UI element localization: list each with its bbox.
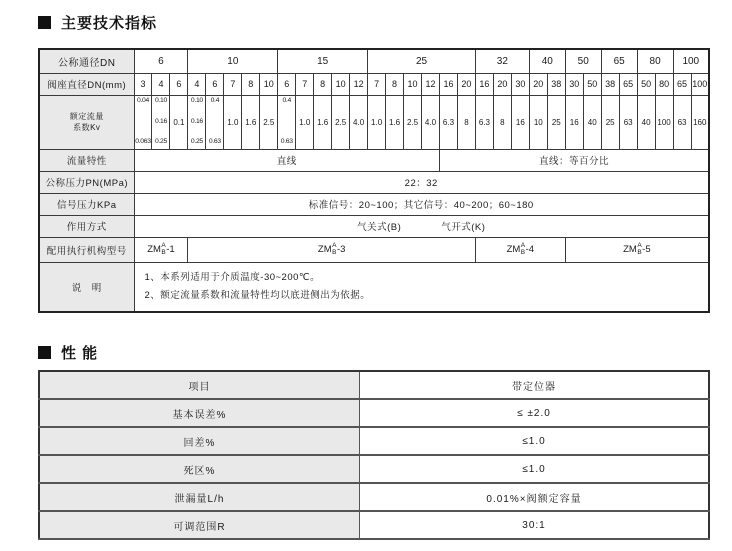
table-row: [39, 171, 709, 193]
table-row: [39, 455, 709, 483]
spec-table-container: [38, 48, 710, 313]
perf-item-cell: 回差%: [39, 427, 360, 455]
dn-group-header: 32: [475, 49, 529, 73]
row-label: 公称通径DN: [39, 49, 134, 73]
kv-cell: 16: [565, 95, 583, 149]
note-line: 1、本系列适用于介质温度-30~200℃。: [144, 271, 321, 283]
kv-cell: 25: [547, 95, 565, 149]
kv-cell: 2.5: [404, 95, 422, 149]
perf-value-cell: 30:1: [360, 511, 710, 539]
spec-table: [38, 48, 710, 313]
seat-diameter-cell: 6: [170, 73, 188, 95]
table-row: [39, 371, 709, 399]
seat-diameter-cell: 38: [547, 73, 565, 95]
kv-cell: 0.4 0.63: [278, 95, 296, 149]
kv-cell: 1.6: [386, 95, 404, 149]
table-row: [39, 399, 709, 427]
table-row: [39, 149, 709, 171]
seat-diameter-cell: 8: [386, 73, 404, 95]
kv-cell: 2.5: [332, 95, 350, 149]
seat-diameter-cell: 50: [583, 73, 601, 95]
actuator-model: ZM A B -5: [623, 242, 651, 256]
section-title-text: 主要技术指标: [61, 15, 158, 32]
table-row: [39, 262, 709, 312]
kv-cell: 16: [511, 95, 529, 149]
notes-cell: [134, 262, 709, 312]
kv-cell: 160: [691, 95, 709, 149]
seat-diameter-cell: 3: [134, 73, 152, 95]
seat-diameter-cell: 4: [152, 73, 170, 95]
seat-diameter-cell: 12: [422, 73, 440, 95]
kv-cell: 0.10 0.16 0.25: [188, 95, 206, 149]
perf-item-cell: 基本误差%: [39, 399, 360, 427]
row-label: 公称压力PN(MPa): [39, 171, 134, 193]
seat-diameter-cell: 65: [619, 73, 637, 95]
kv-cell: 6.3: [475, 95, 493, 149]
section-title-performance: [38, 342, 98, 363]
table-row: [39, 427, 709, 455]
kv-cell: 4.0: [350, 95, 368, 149]
seat-diameter-cell: 20: [457, 73, 475, 95]
seat-diameter-cell: 16: [475, 73, 493, 95]
seat-diameter-cell: 38: [601, 73, 619, 95]
dn-group-header: 40: [529, 49, 565, 73]
action-mode-cell: 气关式(B) 气开式(K): [134, 215, 709, 237]
dn-group-header: 100: [673, 49, 709, 73]
kv-cell: 0.10 0.16 0.25: [152, 95, 170, 149]
actuator-cell: [188, 237, 476, 262]
note-line: 2、额定流量系数和流量特性均以底进侧出为依据。: [144, 289, 371, 301]
perf-value-cell: 0.01%×阀额定容量: [360, 483, 710, 511]
kv-cell: 40: [583, 95, 601, 149]
section-marker-icon: [38, 16, 51, 29]
section-marker-icon: [38, 346, 51, 359]
seat-diameter-cell: 65: [673, 73, 691, 95]
seat-diameter-cell: 10: [260, 73, 278, 95]
row-label: 流量特性: [39, 149, 134, 171]
table-row: [39, 237, 709, 262]
actuator-cell: [565, 237, 709, 262]
row-label: 作用方式: [39, 215, 134, 237]
perf-item-cell: 死区%: [39, 455, 360, 483]
kv-cell: 1.0: [296, 95, 314, 149]
kv-cell: 0.1: [170, 95, 188, 149]
kv-cell: 8: [493, 95, 511, 149]
dn-group-header: 15: [278, 49, 368, 73]
flow-characteristic-left: 直线: [134, 149, 439, 171]
kv-cell: 0.04 0.063: [134, 95, 152, 149]
kv-cell: 1.6: [314, 95, 332, 149]
seat-diameter-cell: 10: [332, 73, 350, 95]
dn-group-header: 6: [134, 49, 188, 73]
table-row: [39, 483, 709, 511]
actuator-model: ZM A B -3: [317, 242, 346, 256]
kv-cell: 4.0: [422, 95, 440, 149]
kv-cell: 1.0: [224, 95, 242, 149]
actuator-model: ZM A B -1: [147, 242, 175, 256]
seat-diameter-cell: 8: [314, 73, 332, 95]
actuator-cell: [134, 237, 188, 262]
kv-cell: 25: [601, 95, 619, 149]
seat-diameter-cell: 10: [404, 73, 422, 95]
row-label: 阀座直径DN(mm): [39, 73, 134, 95]
seat-diameter-cell: 6: [278, 73, 296, 95]
section-title-specs: [38, 12, 157, 33]
seat-diameter-cell: 16: [439, 73, 457, 95]
performance-table-container: [38, 370, 710, 540]
kv-cell: 2.5: [260, 95, 278, 149]
kv-cell: 1.0: [368, 95, 386, 149]
seat-diameter-cell: 6: [206, 73, 224, 95]
flow-characteristic-right: 直线：等百分比: [439, 149, 709, 171]
kv-cell: 6.3: [439, 95, 457, 149]
dn-group-header: 25: [368, 49, 476, 73]
perf-value-header: 带定位器: [360, 371, 710, 399]
row-label: 说 明: [39, 262, 134, 312]
perf-value-cell: ≤ ±2.0: [360, 399, 710, 427]
kv-cell: 40: [637, 95, 655, 149]
kv-cell: 8: [457, 95, 475, 149]
actuator-cell: [475, 237, 565, 262]
nominal-pressure-cell: 22：32: [134, 171, 709, 193]
kv-cell: 100: [655, 95, 673, 149]
kv-cell: 10: [529, 95, 547, 149]
row-label: 配用执行机构型号: [39, 237, 134, 262]
perf-value-cell: ≤1.0: [360, 455, 710, 483]
seat-diameter-cell: 20: [529, 73, 547, 95]
kv-cell: 0.4 0.63: [206, 95, 224, 149]
kv-cell: 63: [673, 95, 691, 149]
signal-pressure-cell: 标准信号：20~100；其它信号：40~200；60~180: [134, 193, 709, 215]
seat-diameter-cell: 30: [565, 73, 583, 95]
section-title-text: 性 能: [61, 345, 99, 362]
row-label: 额定流量 系数Kv: [39, 95, 134, 149]
row-label: 信号压力KPa: [39, 193, 134, 215]
table-row: [39, 49, 709, 73]
seat-diameter-cell: 20: [493, 73, 511, 95]
seat-diameter-cell: 4: [188, 73, 206, 95]
kv-cell: 1.6: [242, 95, 260, 149]
actuator-model: ZM A B -4: [506, 242, 535, 256]
table-row: [39, 73, 709, 95]
dn-group-header: 80: [637, 49, 673, 73]
dn-group-header: 50: [565, 49, 601, 73]
seat-diameter-cell: 12: [350, 73, 368, 95]
perf-value-cell: ≤1.0: [360, 427, 710, 455]
dn-group-header: 10: [188, 49, 278, 73]
table-row: [39, 511, 709, 539]
seat-diameter-cell: 7: [296, 73, 314, 95]
table-row: [39, 193, 709, 215]
perf-item-cell: 泄漏量L/h: [39, 483, 360, 511]
kv-cell: 63: [619, 95, 637, 149]
performance-table: [38, 370, 710, 540]
perf-item-cell: 可调范围R: [39, 511, 360, 539]
seat-diameter-cell: 7: [224, 73, 242, 95]
perf-item-header: 项目: [39, 371, 360, 399]
seat-diameter-cell: 8: [242, 73, 260, 95]
table-row: [39, 215, 709, 237]
seat-diameter-cell: 80: [655, 73, 673, 95]
seat-diameter-cell: 30: [511, 73, 529, 95]
seat-diameter-cell: 50: [637, 73, 655, 95]
table-row: [39, 95, 709, 149]
seat-diameter-cell: 100: [691, 73, 709, 95]
dn-group-header: 65: [601, 49, 637, 73]
seat-diameter-cell: 7: [368, 73, 386, 95]
